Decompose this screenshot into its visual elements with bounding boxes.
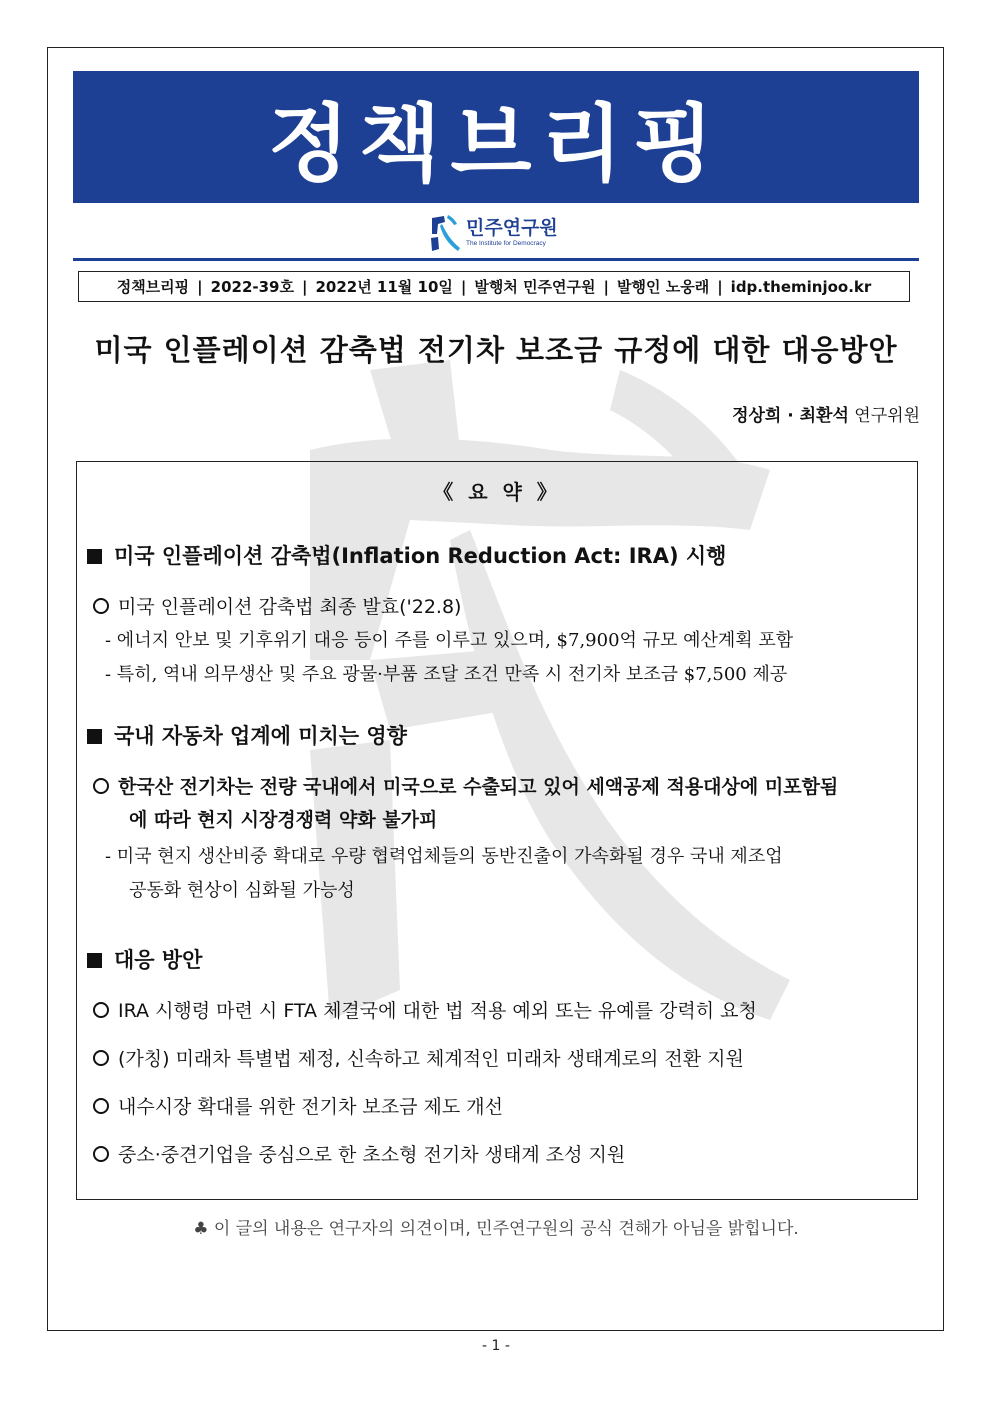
hollow-circle-icon: [93, 1002, 109, 1018]
bullet-korean-ev: [93, 772, 838, 799]
section-title-text: 미국 인플레이션 감축법(Inflation Reduction Act: IRA) 시행: [114, 544, 727, 568]
institute-name: 민주연구원: [466, 216, 558, 239]
meta-website: idp.theminjoo.kr: [730, 277, 872, 296]
hollow-circle-icon: [93, 778, 109, 794]
author-role: 연구위원: [854, 406, 920, 426]
bullet-text: 중소·중견기업을 중심으로 한 초소형 전기차 생태계 조성 지원: [118, 1144, 626, 1166]
meta-issuer: 발행인 노웅래: [617, 278, 710, 296]
sub-item-hollowing: - 미국 현지 생산비중 확대로 우량 협력업체들의 동반진출이 가속화될 경우 국내 제조업: [105, 846, 783, 867]
club-suit-icon: ♣: [193, 1219, 209, 1239]
section-title-ira: [87, 540, 726, 570]
response-bullet: [93, 1092, 503, 1119]
meta-separator: |: [197, 277, 203, 296]
meta-separator: |: [460, 277, 467, 296]
sub-item-continuation: 공동화 현상이 심화될 가능성: [129, 880, 355, 901]
disclaimer-text: 이 글의 내용은 연구자의 의견이며, 민주연구원의 공식 견해가 아님을 밝힙니다.: [213, 1219, 799, 1239]
bullet-text: 내수시장 확대를 위한 전기차 보조금 제도 개선: [118, 1096, 503, 1118]
section-title-text: 대응 방안: [114, 948, 203, 972]
banner-title: 정책브리핑: [268, 94, 724, 193]
hollow-circle-icon: [93, 1146, 109, 1162]
black-square-icon: [87, 729, 102, 744]
response-bullet: [93, 996, 757, 1023]
bullet-text: IRA 시행령 마련 시 FTA 체결국에 대한 법 적용 예외 또는 유예를 강력히 요청: [118, 1000, 757, 1022]
disclaimer: [0, 1214, 992, 1239]
meta-separator: |: [301, 277, 308, 296]
bullet-ira-enacted: [93, 592, 461, 619]
bullet-text: 한국산 전기차는 전량 국내에서 미국으로 수출되고 있어 세액공제 적용대상에 미포함됨: [118, 776, 839, 798]
author-names: 정상희 · 최환석: [732, 406, 849, 426]
section-title-impact: [87, 720, 407, 750]
black-square-icon: [87, 549, 102, 564]
authors-line: [732, 401, 920, 426]
section-title-text: 국내 자동차 업계에 미치는 영향: [114, 724, 407, 748]
summary-heading: 《 요 약 》: [433, 480, 561, 504]
institute-logo: [428, 211, 578, 253]
hollow-circle-icon: [93, 1098, 109, 1114]
bullet-text: (가칭) 미래차 특별법 제정, 신속하고 체계적인 미래차 생태계로의 전환 지원: [118, 1048, 744, 1070]
document-title: 미국 인플레이션 감축법 전기차 보조금 규정에 대한 대응방안: [94, 333, 898, 367]
black-square-icon: [87, 953, 102, 968]
meta-series: 정책브리핑: [116, 278, 190, 296]
institute-logo-icon: [428, 212, 462, 252]
meta-issue: 2022-39호: [210, 278, 294, 296]
meta-date: 2022년 11월 10일: [315, 278, 453, 296]
section-title-response: [87, 944, 202, 974]
hollow-circle-icon: [93, 598, 109, 614]
title-banner: [73, 71, 919, 203]
institute-subtitle: The Institute for Democracy: [466, 239, 546, 247]
bullet-text: 미국 인플레이션 감축법 최종 발효('22.8): [118, 596, 462, 618]
response-bullet: [93, 1044, 744, 1071]
bullet-continuation: 에 따라 현지 시장경쟁력 약화 불가피: [129, 809, 438, 831]
response-bullet: [93, 1140, 625, 1167]
meta-separator: |: [603, 277, 610, 296]
sub-item-subsidy: - 특히, 역내 의무생산 및 주요 광물·부품 조달 조건 만족 시 전기차 보조금 $7,500 제공: [105, 664, 788, 685]
meta-publisher: 발행처 민주연구원: [474, 278, 596, 296]
summary-box: [76, 461, 918, 1200]
publication-meta-bar: [78, 271, 910, 302]
header-rule: [73, 258, 919, 261]
sub-item-budget: - 에너지 안보 및 기후위기 대응 등이 주를 이루고 있으며, $7,900억 규모 예산계획 포함: [105, 630, 794, 651]
hollow-circle-icon: [93, 1050, 109, 1066]
meta-separator: |: [717, 277, 723, 296]
page-number: - 1 -: [482, 1338, 510, 1354]
